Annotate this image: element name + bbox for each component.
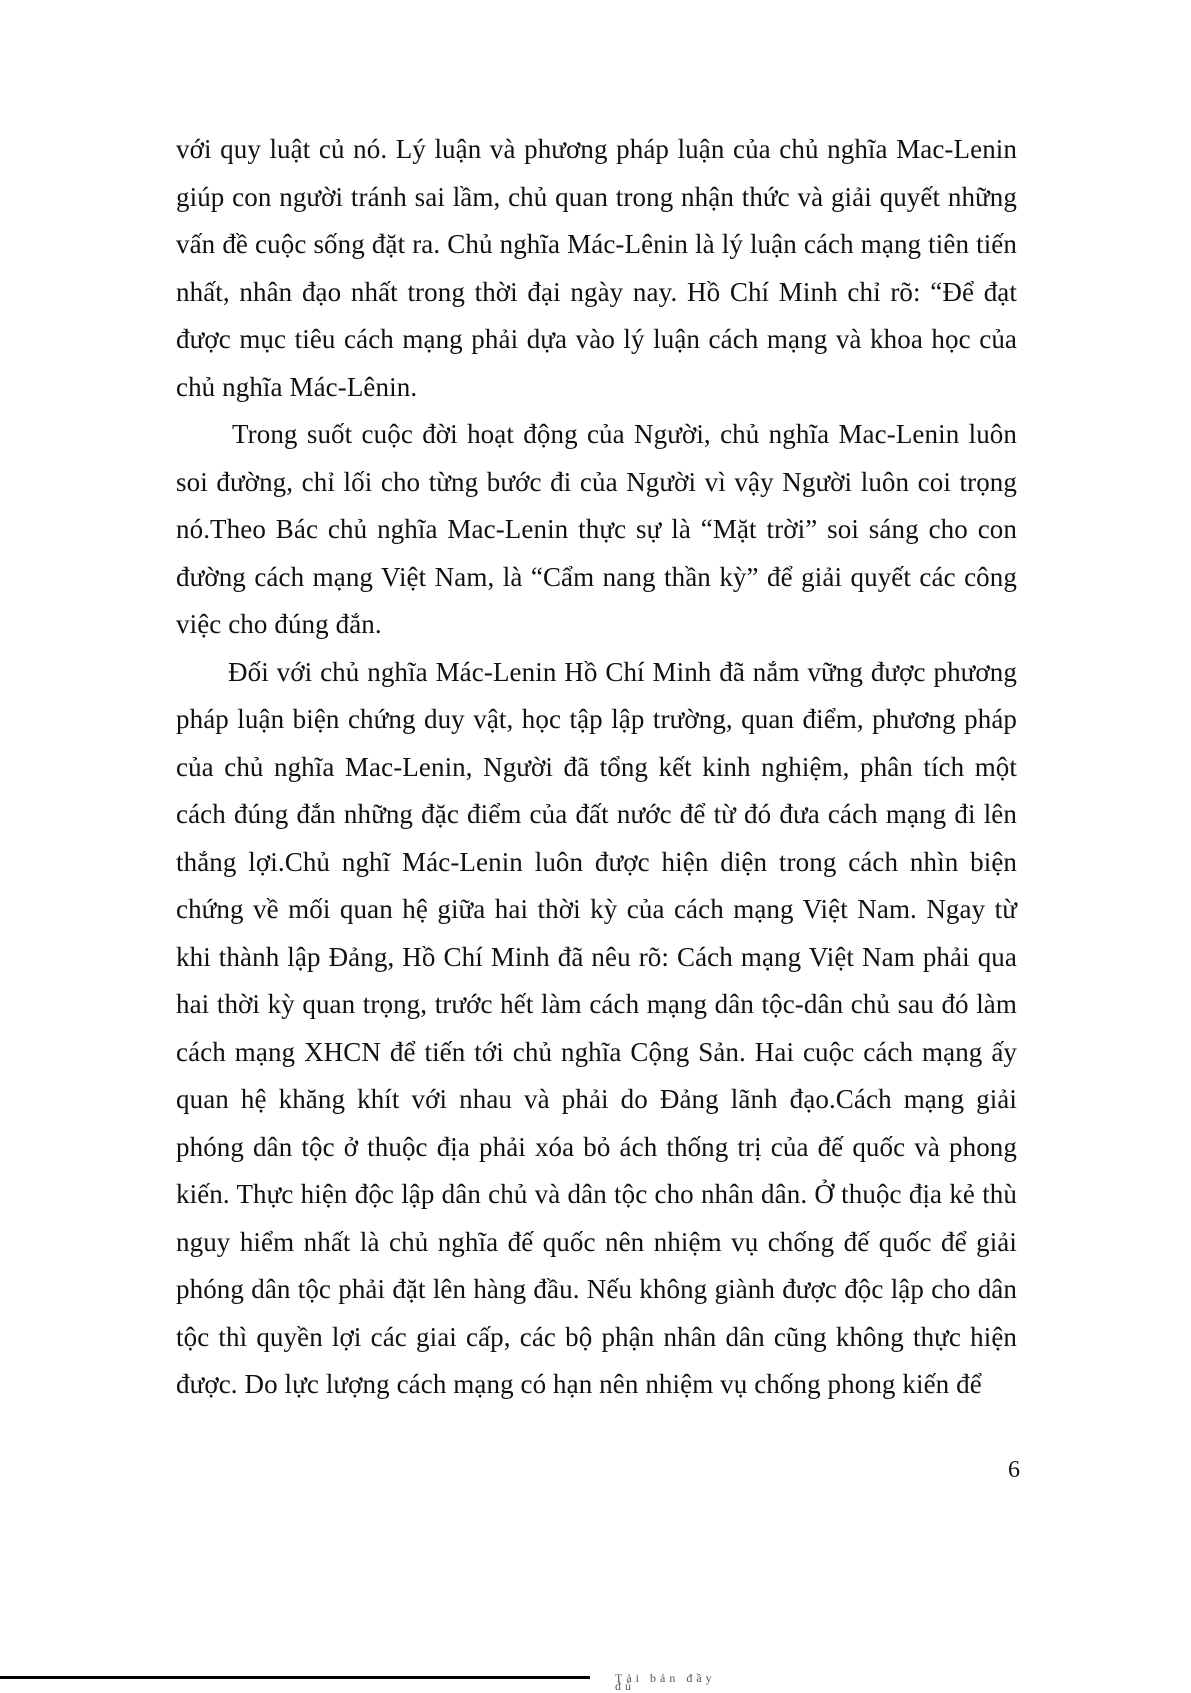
footer-download-text-fragment: Tải bản đầy đủ — [615, 1671, 716, 1693]
paragraph-1: với quy luật củ nó. Lý luận và phương pháp luận của chủ nghĩa Mac-Lenin giúp con người tránh sai lầm, chủ quan trong nhận thức và giải quyết những vấn đề cuộc sống đặt ra. Chủ nghĩa Mác-Lênin là lý luận cách mạng tiên tiến nhất, nhân đạo nhất trong thời đại ngày nay. Hồ Chí Minh chỉ rõ: “Để đạt được mục tiêu cách mạng phải dựa vào lý luận cách mạng và khoa học của chủ nghĩa Mác-Lênin. — [176, 134, 1017, 402]
page-number: 6 — [1008, 1457, 1020, 1483]
document-page-body — [176, 126, 1017, 1409]
footer-rule — [0, 1676, 590, 1679]
paragraph-2: Trong suốt cuộc đời hoạt động của Người, chủ nghĩa Mac-Lenin luôn soi đường, chỉ lối cho từng bước đi của Người vì vậy Người luôn coi trọng nó.Theo Bác chủ nghĩa Mac-Lenin thực sự là “Mặt trời” soi sáng cho con đường cách mạng Việt Nam, là “Cẩm nang thần kỳ” để giải quyết các công việc cho đúng đắn. — [176, 419, 1017, 639]
paragraph-3: Đối với chủ nghĩa Mác-Lenin Hồ Chí Minh đã nắm vững được phương pháp luận biện chứng duy vật, học tập lập trường, quan điểm, phương pháp của chủ nghĩa Mac-Lenin, Người đã tổng kết kinh nghiệm, phân tích một cách đúng đắn những đặc điểm của đất nước để từ đó đưa cách mạng đi lên thắng lợi.Chủ nghĩ Mác-Lenin luôn được hiện diện trong cách nhìn biện chứng về mối quan hệ giữa hai thời kỳ của cách mạng Việt Nam. Ngay từ khi thành lập Đảng, Hồ Chí Minh đã nêu rõ: Cách mạng Việt Nam phải qua hai thời kỳ quan trọng, trước hết làm cách mạng dân tộc-dân chủ sau đó làm cách mạng XHCN để tiến tới chủ nghĩa Cộng Sản. Hai cuộc cách mạng ấy quan hệ khăng khít với nhau và phải do Đảng lãnh đạo.Cách mạng giải phóng dân tộc ở thuộc địa phải xóa bỏ ách thống trị của đế quốc và phong kiến. Thực hiện độc lập dân chủ và dân tộc cho nhân dân. Ở thuộc địa kẻ thù nguy hiểm nhất là chủ nghĩa đế quốc nên nhiệm vụ chống đế quốc để giải phóng dân tộc phải đặt lên hàng đầu. Nếu không giành được độc lập cho dân tộc thì quyền lợi các giai cấp, các bộ phận nhân dân cũng không thực hiện được. Do lực lượng cách mạng có hạn nên nhiệm vụ chống phong kiến để — [176, 656, 1017, 1399]
